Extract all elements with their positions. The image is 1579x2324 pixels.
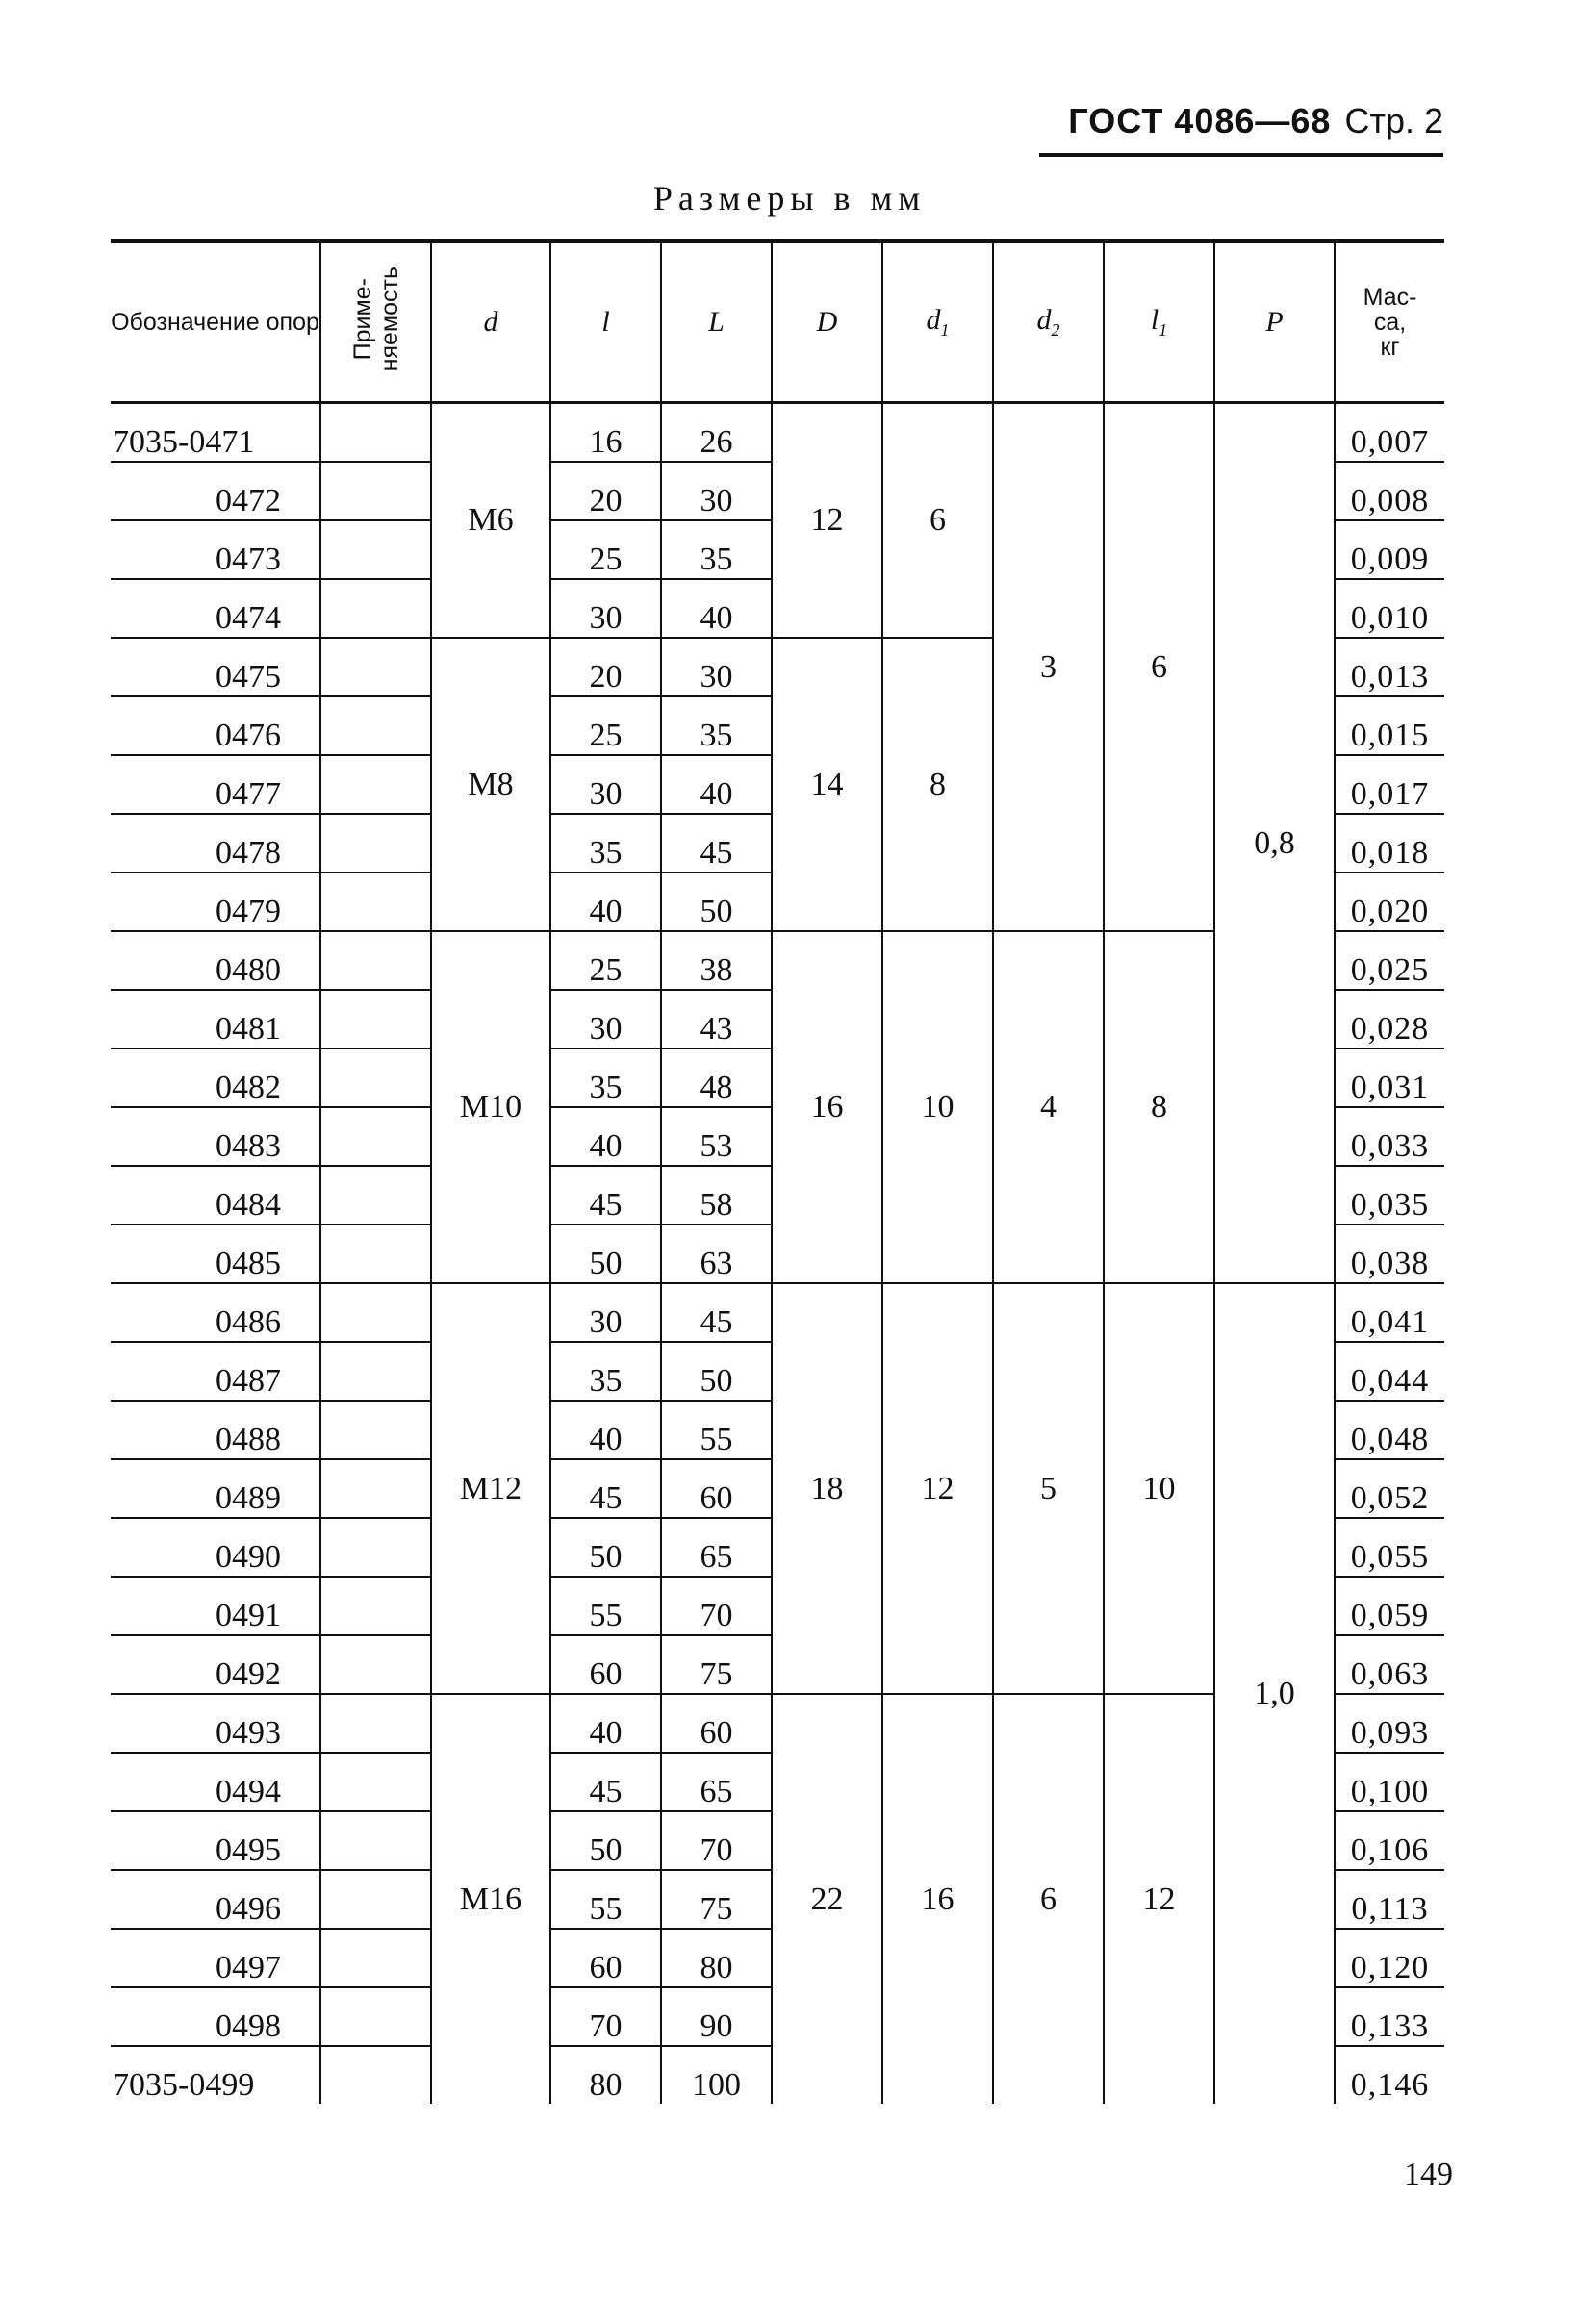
L-cell: 40: [661, 755, 772, 814]
designation-cell: 0492: [111, 1635, 320, 1694]
mass-cell: 0,009: [1335, 520, 1444, 579]
designation-cell: 0489: [111, 1459, 320, 1518]
mass-cell: 0,025: [1335, 931, 1444, 990]
D-cell: 12: [772, 403, 882, 639]
mass-cell: 0,017: [1335, 755, 1444, 814]
l-cell: 30: [550, 990, 661, 1048]
L-cell: 80: [661, 1929, 772, 1987]
L-cell: 55: [661, 1401, 772, 1459]
applicability-cell: [320, 1518, 431, 1577]
applicability-cell: [320, 755, 431, 814]
L-cell: 90: [661, 1987, 772, 2046]
L-cell: 100: [661, 2046, 772, 2104]
applicability-cell: [320, 1166, 431, 1225]
l-cell: 60: [550, 1929, 661, 1987]
l-cell: 50: [550, 1225, 661, 1283]
l-cell: 50: [550, 1518, 661, 1577]
mass-cell: 0,106: [1335, 1811, 1444, 1870]
l-cell: 40: [550, 1401, 661, 1459]
l1-cell: 10: [1104, 1283, 1214, 1694]
L-cell: 48: [661, 1048, 772, 1107]
d1-cell: 6: [882, 403, 993, 639]
mass-cell: 0,035: [1335, 1166, 1444, 1225]
L-cell: 75: [661, 1870, 772, 1929]
d1-cell: 10: [882, 931, 993, 1283]
col-header-mass: Мас- са, кг: [1335, 241, 1444, 403]
col-header-d: d: [431, 241, 550, 403]
d-cell: М6: [431, 403, 550, 639]
L-cell: 40: [661, 579, 772, 638]
designation-cell: 0484: [111, 1166, 320, 1225]
designation-cell: 0493: [111, 1694, 320, 1753]
col-header-l: l: [550, 241, 661, 403]
L-cell: 65: [661, 1753, 772, 1811]
L-cell: 38: [661, 931, 772, 990]
mass-cell: 0,007: [1335, 403, 1444, 463]
mass-cell: 0,031: [1335, 1048, 1444, 1107]
mass-cell: 0,033: [1335, 1107, 1444, 1166]
applicability-cell: [320, 403, 431, 463]
l-cell: 40: [550, 1694, 661, 1753]
designation-cell: 0473: [111, 520, 320, 579]
l-cell: 80: [550, 2046, 661, 2104]
d2-cell: 3: [993, 403, 1104, 932]
mass-cell: 0,100: [1335, 1753, 1444, 1811]
mass-cell: 0,059: [1335, 1577, 1444, 1635]
applicability-cell: [320, 1459, 431, 1518]
D-cell: 18: [772, 1283, 882, 1694]
l-cell: 40: [550, 1107, 661, 1166]
d-cell: М12: [431, 1283, 550, 1694]
applicability-cell: [320, 2046, 431, 2104]
P-cell: 1,0: [1214, 1283, 1335, 2104]
designation-cell: 0485: [111, 1225, 320, 1283]
applicability-cell: [320, 1870, 431, 1929]
col-header-D: D: [772, 241, 882, 403]
l-cell: 60: [550, 1635, 661, 1694]
designation-cell: 0481: [111, 990, 320, 1048]
d2-cell: 5: [993, 1283, 1104, 1694]
L-cell: 30: [661, 462, 772, 520]
D-cell: 16: [772, 931, 882, 1283]
applicability-cell: [320, 1401, 431, 1459]
applicability-cell: [320, 1225, 431, 1283]
P-cell: 0,8: [1214, 403, 1335, 1284]
designation-cell: 0496: [111, 1870, 320, 1929]
l-cell: 30: [550, 755, 661, 814]
applicability-cell: [320, 696, 431, 755]
l-cell: 20: [550, 462, 661, 520]
designation-cell: 0490: [111, 1518, 320, 1577]
l-cell: 35: [550, 1342, 661, 1401]
mass-cell: 0,008: [1335, 462, 1444, 520]
mass-cell: 0,055: [1335, 1518, 1444, 1577]
page-number: 149: [1404, 2157, 1453, 2192]
d2-cell: 6: [993, 1694, 1104, 2104]
table-caption: Размеры в мм: [652, 179, 927, 217]
mass-cell: 0,048: [1335, 1401, 1444, 1459]
mass-cell: 0,146: [1335, 2046, 1444, 2104]
l-cell: 35: [550, 814, 661, 872]
l-cell: 20: [550, 638, 661, 696]
mass-cell: 0,063: [1335, 1635, 1444, 1694]
applicability-cell: [320, 1342, 431, 1401]
designation-cell: 7035-0499: [113, 2067, 255, 2103]
designation-cell: 0477: [111, 755, 320, 814]
L-cell: 35: [661, 520, 772, 579]
mass-cell: 0,120: [1335, 1929, 1444, 1987]
col-header-applicability: Приме- няемость: [320, 241, 431, 403]
l-cell: 25: [550, 696, 661, 755]
applicability-cell: [320, 462, 431, 520]
applicability-cell: [320, 579, 431, 638]
mass-cell: 0,010: [1335, 579, 1444, 638]
designation-cell: 0487: [111, 1342, 320, 1401]
L-cell: 63: [661, 1225, 772, 1283]
designation-cell: 0491: [111, 1577, 320, 1635]
applicability-cell: [320, 1283, 431, 1342]
mass-cell: 0,038: [1335, 1225, 1444, 1283]
l-cell: 45: [550, 1459, 661, 1518]
L-cell: 60: [661, 1694, 772, 1753]
D-cell: 22: [772, 1694, 882, 2104]
l-cell: 25: [550, 931, 661, 990]
l-cell: 55: [550, 1577, 661, 1635]
designation-cell: 0486: [111, 1283, 320, 1342]
applicability-cell: [320, 1107, 431, 1166]
applicability-cell: [320, 638, 431, 696]
L-cell: 45: [661, 814, 772, 872]
d1-cell: 12: [882, 1283, 993, 1694]
designation-cell: 0482: [111, 1048, 320, 1107]
applicability-cell: [320, 1929, 431, 1987]
applicability-cell: [320, 1811, 431, 1870]
designation-cell: 0476: [111, 696, 320, 755]
L-cell: 58: [661, 1166, 772, 1225]
L-cell: 30: [661, 638, 772, 696]
applicability-cell: [320, 1635, 431, 1694]
designation-cell: 0498: [111, 1987, 320, 2046]
l1-cell: 8: [1104, 931, 1214, 1283]
col-header-l1: $l_1$: [1104, 241, 1214, 403]
mass-cell: 0,133: [1335, 1987, 1444, 2046]
l-cell: 50: [550, 1811, 661, 1870]
designation-cell: 0495: [111, 1811, 320, 1870]
d-cell: М8: [431, 638, 550, 931]
l-cell: 55: [550, 1870, 661, 1929]
d-cell: М10: [431, 931, 550, 1283]
col-header-P: P: [1214, 241, 1335, 403]
L-cell: 53: [661, 1107, 772, 1166]
col-header-designation: Обозначение опор: [111, 241, 320, 403]
applicability-cell: [320, 1694, 431, 1753]
l-cell: 45: [550, 1753, 661, 1811]
l1-cell: 6: [1104, 403, 1214, 932]
designation-cell: 7035-0471: [111, 403, 320, 463]
L-cell: 43: [661, 990, 772, 1048]
applicability-cell: [320, 1987, 431, 2046]
designation-cell: 0480: [111, 931, 320, 990]
d-cell: М16: [431, 1694, 550, 2104]
mass-cell: 0,015: [1335, 696, 1444, 755]
mass-cell: 0,044: [1335, 1342, 1444, 1401]
L-cell: 70: [661, 1811, 772, 1870]
mass-cell: 0,028: [1335, 990, 1444, 1048]
mass-cell: 0,018: [1335, 814, 1444, 872]
designation-cell: 0494: [111, 1753, 320, 1811]
d1-cell: 8: [882, 638, 993, 931]
d1-cell: 16: [882, 1694, 993, 2104]
mass-cell: 0,020: [1335, 872, 1444, 931]
L-cell: 70: [661, 1577, 772, 1635]
L-cell: 65: [661, 1518, 772, 1577]
table-row: [111, 1283, 1444, 1342]
l-cell: 16: [550, 403, 661, 463]
D-cell: 14: [772, 638, 882, 931]
l-cell: 30: [550, 579, 661, 638]
designation-cell: 0479: [111, 872, 320, 931]
table-row: [111, 403, 1444, 463]
L-cell: 50: [661, 1342, 772, 1401]
mass-cell: 0,041: [1335, 1283, 1444, 1342]
applicability-cell: [320, 990, 431, 1048]
applicability-cell: [320, 872, 431, 931]
mass-cell: 0,113: [1335, 1870, 1444, 1929]
dimensions-table: [111, 239, 1444, 2104]
applicability-cell: [320, 520, 431, 579]
applicability-cell: [320, 1577, 431, 1635]
applicability-cell: [320, 931, 431, 990]
applicability-cell: [320, 1048, 431, 1107]
L-cell: 50: [661, 872, 772, 931]
mass-cell: 0,013: [1335, 638, 1444, 696]
mass-cell: 0,052: [1335, 1459, 1444, 1518]
page-label: Стр. 2: [1344, 101, 1443, 140]
l-cell: 40: [550, 872, 661, 931]
document-header: [1039, 101, 1443, 157]
designation-cell: 0478: [111, 814, 320, 872]
l-cell: 70: [550, 1987, 661, 2046]
designation-cell: 0474: [111, 579, 320, 638]
l-cell: 35: [550, 1048, 661, 1107]
standard-number: ГОСТ 4086—68: [1068, 101, 1332, 140]
designation-cell: 0497: [111, 1929, 320, 1987]
l-cell: 30: [550, 1283, 661, 1342]
l-cell: 45: [550, 1166, 661, 1225]
mass-cell: 0,093: [1335, 1694, 1444, 1753]
L-cell: 45: [661, 1283, 772, 1342]
designation-cell: 0475: [111, 638, 320, 696]
d2-cell: 4: [993, 931, 1104, 1283]
applicability-cell: [320, 814, 431, 872]
L-cell: 26: [661, 403, 772, 463]
col-header-d2: $d_2$: [993, 241, 1104, 403]
designation-cell: 0488: [111, 1401, 320, 1459]
l-cell: 25: [550, 520, 661, 579]
applicability-cell: [320, 1753, 431, 1811]
designation-cell: 0472: [111, 462, 320, 520]
L-cell: 60: [661, 1459, 772, 1518]
designation-cell: 0483: [111, 1107, 320, 1166]
L-cell: 35: [661, 696, 772, 755]
l1-cell: 12: [1104, 1694, 1214, 2104]
L-cell: 75: [661, 1635, 772, 1694]
col-header-L: L: [661, 241, 772, 403]
header-row: [111, 241, 1444, 403]
col-header-d1: $d_1$: [882, 241, 993, 403]
